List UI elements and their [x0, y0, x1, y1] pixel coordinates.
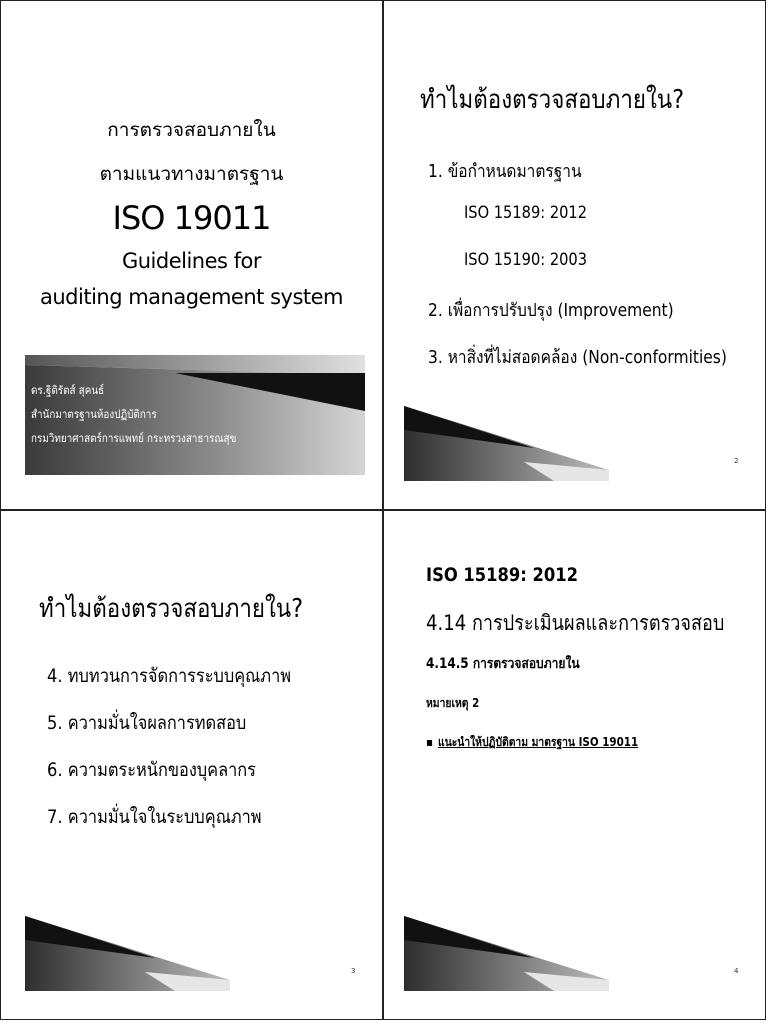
- slide-2-corner-graphic: [404, 406, 609, 481]
- slide-4-page-number: 4: [734, 967, 739, 975]
- bullet-square-icon: ▪: [426, 735, 434, 749]
- slide-3-page-number: 3: [351, 967, 356, 975]
- slide-1-title-thai-2: ตามแนวทางมาตรฐาน: [99, 163, 284, 185]
- slide-3-title: ทำไมต้องตรวจสอบภายใน?: [39, 594, 304, 624]
- slide-1-title-thai-1: การตรวจสอบภายใน: [107, 119, 276, 141]
- slide-4-subheading: 4.14 การประเมินผลและการตรวจสอบ: [426, 611, 725, 635]
- slide-3-item-7: 7. ความมั่นใจในระบบคุณภาพ: [47, 806, 262, 828]
- slide-2: [383, 0, 766, 510]
- slide-1-author-org: กรมวิทยาศาสตร์การแพทย์ กระทรวงสาธารณสุข: [31, 431, 237, 445]
- slide-3: [0, 510, 383, 1020]
- slide-3-item-5: 5. ความมั่นใจผลการทดสอบ: [47, 712, 247, 734]
- slide-4-bullet-item: [426, 733, 638, 752]
- slide-4: [383, 510, 766, 1020]
- slide-4-bullet-text: แนะนำให้ปฏิบัติตาม มาตรฐาน ISO 19011: [438, 735, 639, 749]
- slide-4-heading: ISO 15189: 2012: [426, 564, 578, 586]
- slide-4-corner-graphic: [404, 916, 609, 991]
- slide-1-subtitle-1: Guidelines for: [121, 249, 262, 273]
- slide-2-page-number: 2: [734, 457, 739, 465]
- slide-1-author-dept: สำนักมาตรฐานห้องปฏิบัติการ: [31, 407, 157, 421]
- slide-2-item-2: 2. เพื่อการปรับปรุง (Improvement): [428, 300, 674, 321]
- slide-4-note-label: หมายเหตุ 2: [426, 696, 480, 710]
- slide-3-corner-graphic: [25, 916, 230, 991]
- slide-1-author-name: ดร.ฐิติรัตส์ สุคนธ์: [31, 383, 105, 397]
- slide-2-item-1b: ISO 15190: 2003: [464, 250, 588, 270]
- slide-1: [0, 0, 383, 510]
- slide-2-item-3: 3. หาสิ่งที่ไม่สอดคล้อง (Non-conformities): [428, 347, 727, 368]
- slide-1-title-iso: ISO 19011: [112, 199, 271, 237]
- slide-3-item-4: 4. ทบทวนการจัดการระบบคุณภาพ: [47, 665, 292, 687]
- slide-1-subtitle-2: auditing management system: [40, 285, 343, 309]
- slide-3-item-6: 6. ความตระหนักของบุคลากร: [47, 759, 256, 781]
- slide-2-item-1a: ISO 15189: 2012: [464, 203, 588, 223]
- slide-2-item-1: 1. ข้อกำหนดมาตรฐาน: [428, 161, 582, 182]
- slide-2-title: ทำไมต้องตรวจสอบภายใน?: [420, 85, 685, 115]
- slide-4-clause: 4.14.5 การตรวจสอบภายใน: [426, 656, 580, 672]
